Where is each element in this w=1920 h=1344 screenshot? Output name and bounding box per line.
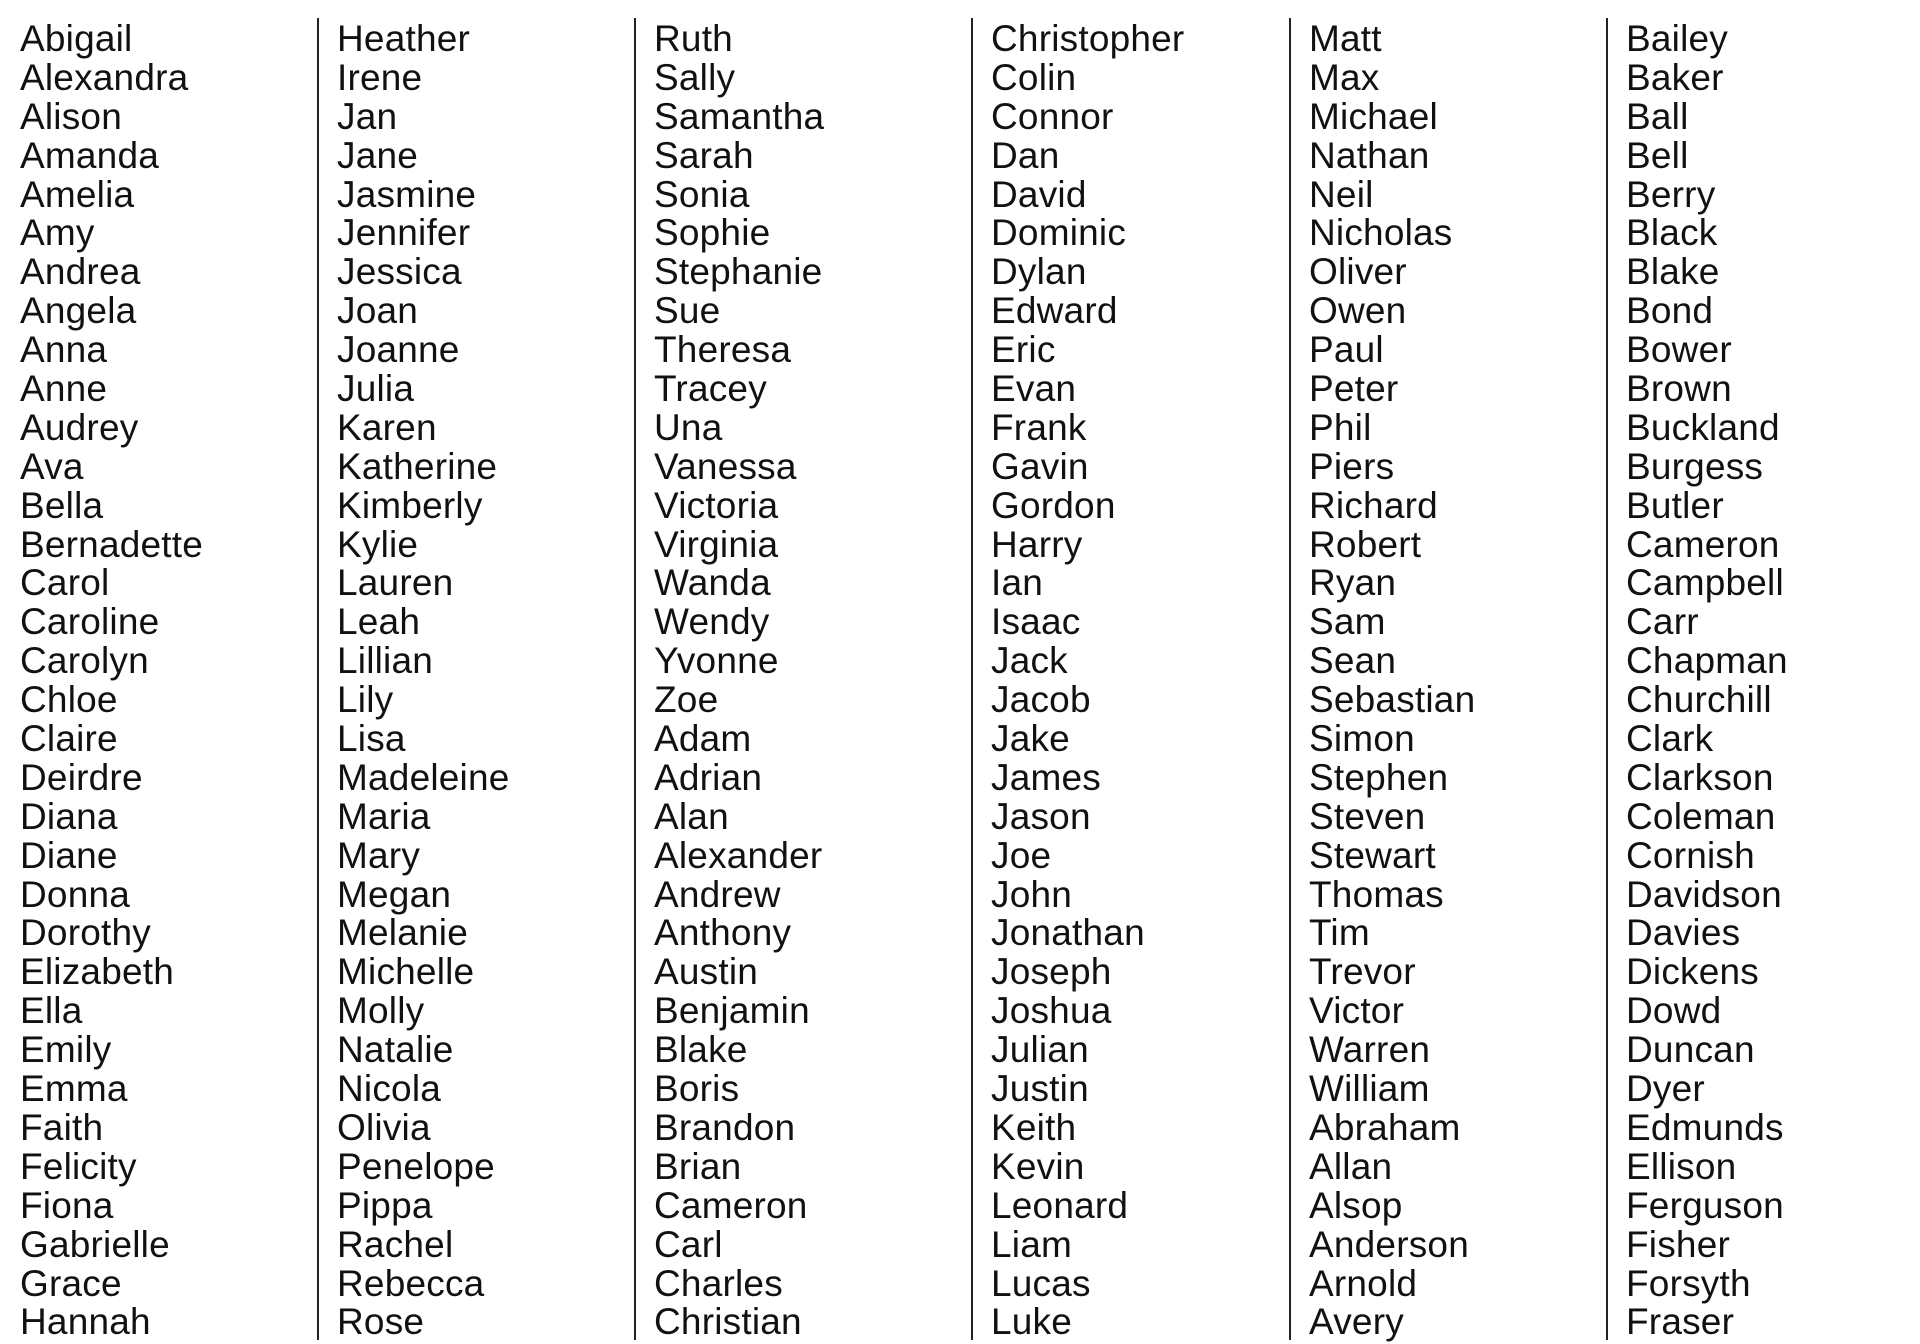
name-entry: Gordon xyxy=(991,484,1116,526)
name-entry: Carol xyxy=(20,562,110,604)
name-entry: Thomas xyxy=(1309,873,1444,915)
name-entry: Evan xyxy=(991,368,1077,410)
name-entry: Liam xyxy=(991,1223,1072,1265)
name-entry: Ian xyxy=(991,562,1044,604)
name-entry: Austin xyxy=(654,951,759,993)
name-entry: Dorothy xyxy=(20,912,151,954)
column-divider xyxy=(1606,18,1608,1340)
name-entry: Blake xyxy=(654,1029,748,1071)
name-entry: Grace xyxy=(20,1262,122,1304)
name-entry: Bailey xyxy=(1626,18,1728,59)
name-entry: Leonard xyxy=(991,1184,1129,1226)
name-entry: Alexander xyxy=(654,834,823,876)
name-entry: Chloe xyxy=(20,679,118,721)
name-entry: Irene xyxy=(337,56,423,98)
name-entry: Butler xyxy=(1626,484,1724,526)
name-entry: Virginia xyxy=(654,523,779,565)
name-entry: Sarah xyxy=(654,134,754,176)
name-entry: Jonathan xyxy=(991,912,1145,954)
name-entry: Lauren xyxy=(337,562,454,604)
name-column-1 xyxy=(20,20,320,1342)
name-entry: Campbell xyxy=(1626,562,1784,604)
name-entry: Katherine xyxy=(337,445,498,487)
name-entry: Anderson xyxy=(1309,1223,1469,1265)
name-entry: Matt xyxy=(1309,18,1382,59)
name-entry: Jason xyxy=(991,795,1091,837)
name-entry: Dyer xyxy=(1626,1068,1705,1110)
name-entry: Benjamin xyxy=(654,990,810,1032)
column-divider xyxy=(317,18,319,1340)
name-entry: Theresa xyxy=(654,329,792,371)
name-entry: Jasmine xyxy=(337,173,477,215)
name-entry: Lillian xyxy=(337,640,434,682)
name-entry: Clark xyxy=(1626,718,1714,760)
name-entry: Michael xyxy=(1309,95,1438,137)
name-entry: Felicity xyxy=(20,1145,137,1187)
name-entry: Duncan xyxy=(1626,1029,1755,1071)
name-entry: Claire xyxy=(20,718,118,760)
name-entry: Black xyxy=(1626,212,1718,254)
name-entry: Harry xyxy=(991,523,1083,565)
name-entry: Paul xyxy=(1309,329,1384,371)
name-entry: Wanda xyxy=(654,562,771,604)
name-entry: Charles xyxy=(654,1262,783,1304)
name-entry: Phil xyxy=(1309,406,1372,448)
name-entry: Joe xyxy=(991,834,1052,876)
name-entry: Julian xyxy=(991,1029,1089,1071)
name-entry: Dowd xyxy=(1626,990,1722,1032)
name-entry: Andrew xyxy=(654,873,781,915)
name-entry: Melanie xyxy=(337,912,468,954)
name-entry: Deirdre xyxy=(20,756,143,798)
name-entry: James xyxy=(991,756,1101,798)
name-entry: Victor xyxy=(1309,990,1405,1032)
name-entry: Cameron xyxy=(654,1184,808,1226)
name-entry: Rachel xyxy=(337,1223,454,1265)
name-entry: Lily xyxy=(337,679,394,721)
name-entry: Simon xyxy=(1309,718,1415,760)
name-entry: Justin xyxy=(991,1068,1089,1110)
name-entry: Connor xyxy=(991,95,1114,137)
name-entry: Alan xyxy=(654,795,729,837)
name-entry: Natalie xyxy=(337,1029,454,1071)
name-entry: Warren xyxy=(1309,1029,1431,1071)
name-entry: Burgess xyxy=(1626,445,1764,487)
name-entry: Ruth xyxy=(654,18,733,59)
name-entry: Emma xyxy=(20,1068,128,1110)
name-entry: Edward xyxy=(991,290,1118,332)
name-entry: Anthony xyxy=(654,912,792,954)
column-divider xyxy=(634,18,636,1340)
name-entry: Maria xyxy=(337,795,431,837)
name-entry: Stephen xyxy=(1309,756,1449,798)
name-entry: Sean xyxy=(1309,640,1397,682)
name-entry: Megan xyxy=(337,873,452,915)
name-entry: Keith xyxy=(991,1106,1077,1148)
name-entry: William xyxy=(1309,1068,1430,1110)
name-entry: Samantha xyxy=(654,95,825,137)
name-entry: Amy xyxy=(20,212,95,254)
name-entry: Sonia xyxy=(654,173,750,215)
name-column-2 xyxy=(337,20,637,1342)
name-entry: Dylan xyxy=(991,251,1087,293)
name-entry: Davies xyxy=(1626,912,1741,954)
name-entry: Cameron xyxy=(1626,523,1780,565)
name-entry: Molly xyxy=(337,990,425,1032)
name-entry: Bond xyxy=(1626,290,1714,332)
name-entry: Penelope xyxy=(337,1145,495,1187)
name-entry: Stephanie xyxy=(654,251,823,293)
name-entry: Karen xyxy=(337,406,437,448)
name-entry: Jane xyxy=(337,134,419,176)
name-entry: Alison xyxy=(20,95,122,137)
name-entry: Oliver xyxy=(1309,251,1407,293)
name-entry: Edmunds xyxy=(1626,1106,1784,1148)
name-entry: Forsyth xyxy=(1626,1262,1751,1304)
name-entry: Donna xyxy=(20,873,131,915)
name-entry: Faith xyxy=(20,1106,104,1148)
name-entry: Leah xyxy=(337,601,421,643)
name-entry: Owen xyxy=(1309,290,1407,332)
name-entry: Dan xyxy=(991,134,1060,176)
name-column-4 xyxy=(991,20,1291,1342)
name-entry: Olivia xyxy=(337,1106,431,1148)
name-entry: Frank xyxy=(991,406,1087,448)
name-entry: Joshua xyxy=(991,990,1112,1032)
name-entry: Buckland xyxy=(1626,406,1780,448)
name-entry: Angela xyxy=(20,290,137,332)
name-entry: Robert xyxy=(1309,523,1422,565)
name-entry: Ellison xyxy=(1626,1145,1737,1187)
name-entry: Avery xyxy=(1309,1301,1404,1343)
name-entry: Alsop xyxy=(1309,1184,1403,1226)
column-divider xyxy=(971,18,973,1340)
name-entry: Kimberly xyxy=(337,484,483,526)
name-entry: Clarkson xyxy=(1626,756,1774,798)
name-entry: Madeleine xyxy=(337,756,510,798)
name-entry: Kevin xyxy=(991,1145,1085,1187)
name-entry: Cornish xyxy=(1626,834,1755,876)
name-entry: Bell xyxy=(1626,134,1689,176)
name-entry: Gabrielle xyxy=(20,1223,170,1265)
name-entry: Diana xyxy=(20,795,118,837)
name-entry: Abraham xyxy=(1309,1106,1461,1148)
name-entry: Vanessa xyxy=(654,445,797,487)
name-entry: Boris xyxy=(654,1068,740,1110)
name-entry: Jack xyxy=(991,640,1068,682)
name-entry: Fiona xyxy=(20,1184,114,1226)
name-entry: Hannah xyxy=(20,1301,151,1343)
name-entry: Mary xyxy=(337,834,421,876)
name-entry: Carr xyxy=(1626,601,1699,643)
name-entry: Rose xyxy=(337,1301,425,1343)
name-entry: Brandon xyxy=(654,1106,796,1148)
name-entry: Lucas xyxy=(991,1262,1091,1304)
name-entry: Davidson xyxy=(1626,873,1782,915)
name-entry: Jan xyxy=(337,95,398,137)
name-entry: Nathan xyxy=(1309,134,1430,176)
name-entry: Richard xyxy=(1309,484,1438,526)
name-entry: Chapman xyxy=(1626,640,1788,682)
name-entry: Yvonne xyxy=(654,640,779,682)
name-entry: Jessica xyxy=(337,251,462,293)
name-entry: Jennifer xyxy=(337,212,471,254)
name-entry: Anna xyxy=(20,329,108,371)
name-entry: Audrey xyxy=(20,406,139,448)
name-entry: Churchill xyxy=(1626,679,1772,721)
name-entry: Ella xyxy=(20,990,83,1032)
name-entry: Colin xyxy=(991,56,1077,98)
name-entry: Anne xyxy=(20,368,108,410)
name-entry: Arnold xyxy=(1309,1262,1418,1304)
name-entry: Nicholas xyxy=(1309,212,1453,254)
name-entry: Fraser xyxy=(1626,1301,1735,1343)
name-entry: Adam xyxy=(654,718,752,760)
column-divider xyxy=(1289,18,1291,1340)
name-entry: Michelle xyxy=(337,951,475,993)
name-entry: Joan xyxy=(337,290,419,332)
name-entry: Christopher xyxy=(991,18,1185,59)
name-entry: Zoe xyxy=(654,679,719,721)
name-entry: Ball xyxy=(1626,95,1689,137)
name-entry: Jake xyxy=(991,718,1070,760)
name-entry: Gavin xyxy=(991,445,1089,487)
name-entry: Sebastian xyxy=(1309,679,1476,721)
name-column-6 xyxy=(1626,20,1920,1342)
name-entry: Allan xyxy=(1309,1145,1393,1187)
name-entry: Brian xyxy=(654,1145,742,1187)
name-entry: John xyxy=(991,873,1073,915)
name-entry: Bella xyxy=(20,484,104,526)
name-entry: Ava xyxy=(20,445,84,487)
name-entry: Sue xyxy=(654,290,721,332)
name-entry: Pippa xyxy=(337,1184,433,1226)
name-entry: Sally xyxy=(654,56,736,98)
name-entry: Victoria xyxy=(654,484,779,526)
name-entry: Lisa xyxy=(337,718,406,760)
name-entry: Emily xyxy=(20,1029,112,1071)
name-entry: Max xyxy=(1309,56,1380,98)
name-entry: Diane xyxy=(20,834,118,876)
name-entry: Brown xyxy=(1626,368,1732,410)
name-entry: Bernadette xyxy=(20,523,204,565)
name-entry: Piers xyxy=(1309,445,1395,487)
name-entry: Elizabeth xyxy=(20,951,175,993)
name-entry: Joanne xyxy=(337,329,460,371)
name-entry: Peter xyxy=(1309,368,1399,410)
name-entry: Kylie xyxy=(337,523,419,565)
name-column-3 xyxy=(654,20,954,1342)
name-entry: Andrea xyxy=(20,251,141,293)
name-entry: Blake xyxy=(1626,251,1720,293)
name-entry: Dickens xyxy=(1626,951,1759,993)
name-entry: Luke xyxy=(991,1301,1073,1343)
name-entry: Amelia xyxy=(20,173,135,215)
name-entry: Joseph xyxy=(991,951,1112,993)
name-entry: Isaac xyxy=(991,601,1081,643)
name-entry: Dominic xyxy=(991,212,1127,254)
name-entry: Adrian xyxy=(654,756,763,798)
name-entry: Coleman xyxy=(1626,795,1776,837)
name-entry: Ferguson xyxy=(1626,1184,1784,1226)
name-entry: Ryan xyxy=(1309,562,1397,604)
name-entry: Trevor xyxy=(1309,951,1416,993)
name-entry: Carolyn xyxy=(20,640,149,682)
name-entry: Rebecca xyxy=(337,1262,485,1304)
name-entry: Abigail xyxy=(20,18,133,59)
name-entry: Fisher xyxy=(1626,1223,1730,1265)
name-entry: Nicola xyxy=(337,1068,442,1110)
name-entry: Baker xyxy=(1626,56,1724,98)
name-entry: Carl xyxy=(654,1223,723,1265)
name-entry: Sophie xyxy=(654,212,771,254)
name-entry: Caroline xyxy=(20,601,160,643)
name-entry: Bower xyxy=(1626,329,1732,371)
name-entry: Stewart xyxy=(1309,834,1436,876)
name-column-5 xyxy=(1309,20,1609,1342)
name-entry: Amanda xyxy=(20,134,160,176)
name-entry: Berry xyxy=(1626,173,1716,215)
name-entry: Sam xyxy=(1309,601,1386,643)
name-entry: Tim xyxy=(1309,912,1370,954)
name-entry: Tracey xyxy=(654,368,767,410)
name-entry: Neil xyxy=(1309,173,1374,215)
name-entry: Christian xyxy=(654,1301,802,1343)
name-entry: Steven xyxy=(1309,795,1426,837)
name-entry: Wendy xyxy=(654,601,770,643)
name-entry: Eric xyxy=(991,329,1056,371)
name-entry: Heather xyxy=(337,18,471,59)
name-entry: Jacob xyxy=(991,679,1091,721)
name-entry: David xyxy=(991,173,1087,215)
name-entry: Julia xyxy=(337,368,415,410)
name-entry: Una xyxy=(654,406,723,448)
name-entry: Alexandra xyxy=(20,56,189,98)
